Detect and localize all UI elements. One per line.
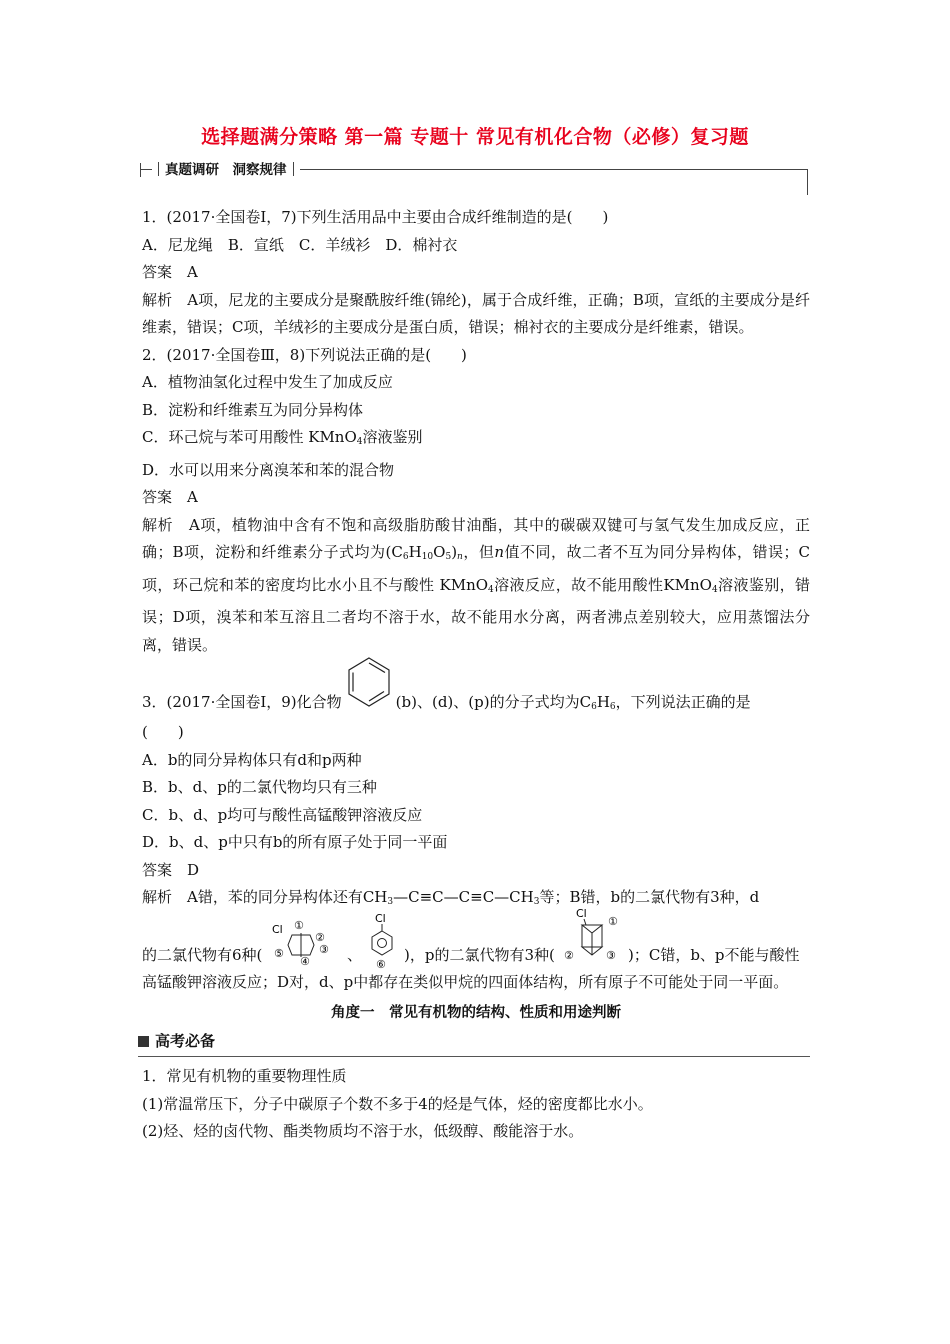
q3-analysis-line2: 的二氯代物有6种( Cl ① ② ③ ④ ⑤ 、 Cl ⑥ )，p的二氯代物有3种( Cl ① ② ③ )；C错，b、p不能与酸性 — [142, 917, 810, 969]
note-3: (2)烃、烃的卤代物、酯类物质均不溶于水，低级醇、酸能溶于水。 — [142, 1122, 584, 1140]
benzene-chloro-numbered-icon — [364, 911, 400, 969]
page-title: 选择题满分策略 第一篇 专题十 常见有机化合物（必修）复习题 — [201, 126, 749, 148]
benzene-structure-icon — [344, 655, 394, 713]
q3-option-c: C．b、d、p均可与酸性高锰酸钾溶液反应 — [142, 805, 423, 824]
svg-text:③: ③ — [606, 948, 616, 962]
section-banner — [140, 158, 808, 198]
svg-text:④: ④ — [300, 954, 310, 968]
q3-analysis-line1: 解析 A错，苯的同分异构体还有$CH_3—C\equiv C—C\equiv C—CH_3$等；B错，b的二氯代物有3种，d — [142, 888, 760, 907]
svg-text:②: ② — [315, 930, 325, 944]
divider — [138, 1056, 810, 1057]
q3-option-d: D．b、d、p中只有b的所有原子处于同一平面 — [142, 833, 448, 851]
prismane-numbered-icon — [564, 903, 626, 967]
block-heading: 高考必备 — [138, 1028, 810, 1054]
note-2: (1)常温常压下，分子中碳原子个数不多于4的烃是气体，烃的密度都比水小。 — [142, 1094, 653, 1113]
q1-options: A．尼龙绳 B．宣纸 C．羊绒衫 D．棉衬衣 — [142, 235, 458, 254]
q1-answer: 答案 A — [142, 263, 198, 281]
q2-analysis: 解析 A项，植物油中含有不饱和高级脂肪酸甘油酯，其中的碳碳双键可与氢气发生加成反应，正确；B项，淀粉和纤维素分子式均为$(C_6H_{10}O_5)_n$，但n值不同，故二者不互为同分异构体，错误；C项，环己烷和苯的密度均比水小且不与酸性 KMnO$_4$溶液反应，故不能用酸性KMnO$_4$溶液鉴别，错误；D项，溴苯和苯互溶且二者均不溶于水，故不能用水分离，两者沸点差别较大，应用蒸馏法分离，错误。 — [142, 515, 810, 654]
q3-option-a: A．b的同分异构体只有d和p两种 — [142, 750, 362, 769]
svg-text:⑥: ⑥ — [376, 957, 386, 969]
q3-answer: 答案 D — [142, 860, 200, 879]
svg-text:Cl: Cl — [375, 911, 386, 925]
q1-stem: 1．(2017·全国卷Ⅰ，7)下列生活用品中主要由合成纤维制造的是( ) — [142, 208, 609, 226]
q3-paren: ( ) — [142, 723, 184, 741]
svg-text:②: ② — [564, 948, 574, 962]
q3-stem: 3．(2017·全国卷Ⅰ，9)化合物 (b)、(d)、(p)的分子式均为$C_6H_6$，下列说法正确的是 — [142, 665, 810, 719]
svg-text:Cl: Cl — [576, 906, 587, 920]
q2-option-c: C．环己烷与苯可用酸性 KMnO$_4$溶液鉴别 — [142, 428, 423, 447]
q3-analysis-line3: 高锰酸钾溶液反应；D对，d、p中都存在类似甲烷的四面体结构，所有原子不可能处于同一平面。 — [142, 972, 789, 991]
q3-option-b: B．b、d、p的二氯代物均只有三种 — [142, 778, 377, 796]
section-heading: 角度一 常见有机物的结构、性质和用途判断 — [331, 1005, 621, 1021]
svg-text:①: ① — [608, 914, 618, 928]
banner-label: 真题调研 洞察规律 — [152, 158, 300, 178]
svg-text:①: ① — [294, 918, 304, 932]
q2-option-d: D．水可以用来分离溴苯和苯的混合物 — [142, 460, 395, 479]
q2-stem: 2．(2017·全国卷Ⅲ，8)下列说法正确的是( ) — [142, 345, 467, 364]
dewar-benzene-numbered-icon — [270, 917, 336, 969]
q2-option-a: A．植物油氢化过程中发生了加成反应 — [142, 373, 393, 391]
q2-option-b: B．淀粉和纤维素互为同分异构体 — [142, 400, 364, 419]
document-body — [142, 204, 810, 1146]
svg-text:③: ③ — [319, 942, 329, 956]
svg-text:⑤: ⑤ — [274, 946, 284, 960]
svg-text:Cl: Cl — [272, 922, 283, 936]
q2-answer: 答案 A — [142, 488, 198, 506]
q1-analysis: 解析 A项，尼龙的主要成分是聚酰胺纤维(锦纶)，属于合成纤维，正确；B项，宣纸的主要成分是纤维素，错误；C项，羊绒衫的主要成分是蛋白质，错误；棉衬衣的主要成分是纤维素，错误。 — [142, 290, 810, 336]
note-1: 1．常见有机物的重要物理性质 — [142, 1067, 347, 1085]
square-bullet-icon — [138, 1036, 149, 1047]
